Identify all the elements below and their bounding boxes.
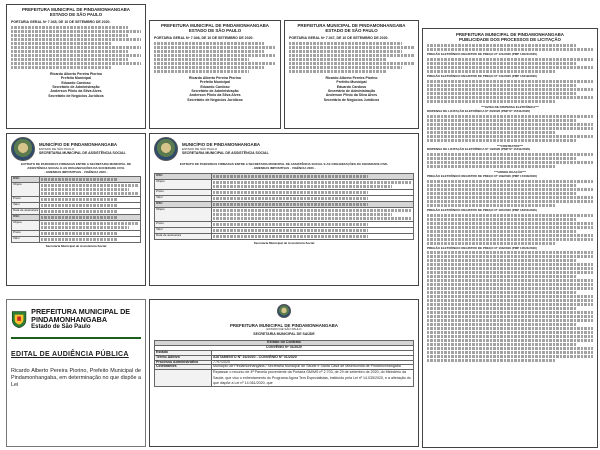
licitacao-item: DISPENSA DE LICITAÇÃO ELETRÔNICA Nº 20/2020 (PMP Nº 15511/2020) — [427, 108, 531, 113]
row-label: OSC — [155, 201, 212, 207]
licitacao-header: PREFEITURA MUNICIPAL DE PINDAMONHANGABA — [456, 32, 564, 37]
row-value: 7797/2020 — [211, 360, 413, 365]
row-label: Prazo — [12, 231, 40, 237]
licitacao-item: PREGÃO ELETRÔNICO REGISTRO DE PREÇO Nº 121/2020 (PMP 13021/2020) — [427, 52, 537, 57]
row-label: Valor — [155, 227, 212, 233]
partnership-table — [154, 173, 414, 240]
row-label: OSC — [12, 177, 40, 183]
signature-name: Eduardo Cardoso — [336, 84, 367, 89]
licitacao-section-heading: ***AVISO DE DISPENSA ELETRÔNICA*** — [481, 105, 539, 109]
row-label: OSC — [155, 173, 212, 179]
signature-name: Anderson Plínio da Silva Alves — [189, 93, 241, 98]
notice-header-line: PREFEITURA MUNICIPAL DE PINDAMONHANGABA — [297, 23, 406, 28]
row-label: Objeto — [12, 183, 40, 197]
portaria-notice-2 — [149, 20, 281, 129]
notice-header-line: PREFEITURA MUNICIPAL DE PINDAMONHANGABA — [22, 7, 130, 12]
prefeitura-state: Estado de São Paulo — [31, 324, 91, 330]
notice-header-line: ESTADO DE SÃO PAULO — [325, 28, 378, 34]
contract-table — [154, 340, 414, 387]
signature-block — [285, 76, 418, 102]
notice-header-line: MUNICÍPIO DE PINDAMONHANGABA — [182, 142, 261, 148]
signature-role: Prefeito Municipal — [60, 76, 92, 81]
edital-body: Ricardo Alberto Pereira Piorino, Prefeito Municipal de Pindamonhangaba, em determinação no que dispõe a Lei — [11, 368, 141, 389]
signature-role: Secretário de Negócios Jurídicos — [323, 97, 380, 102]
signature-name: Ricardo Alberto Pereira Piorino — [50, 71, 102, 76]
extract-subtitle: - EMENDAS IMPOSITIVAS - VIGÊNCIA 2020 - — [44, 169, 108, 174]
signature-role: Secretário de Negócios Jurídicos — [187, 97, 243, 102]
row-label: Prazo — [155, 189, 212, 195]
row-value: Repassar o recurso de 4ª Parcela proveniente da Portaria GM/MS nº 2.703, de 29 de setembro de 2020, do Ministério da Saúde, que viso o enfrentamento do Programa Agora Tem Especialistas, instituído pela Lei nº 14.035/2020, e a alteração do que dispõe a Lei nº 14.061/2020, que — [211, 370, 413, 387]
signature-name: Ricardo Alberto Pereira Piorino — [325, 75, 378, 80]
row-label: OSC — [12, 215, 40, 221]
social-notice-2 — [149, 133, 419, 286]
signature-name: Anderson Plínio da Silva Alves — [50, 89, 102, 94]
notice-header-line: ESTADO DE SÃO PAULO — [182, 146, 218, 151]
signature-role: Secretário de Administração — [191, 89, 239, 94]
municipal-crest-icon — [11, 137, 35, 161]
saude-header-line: SECRETARIA MUNICIPAL DE SAÚDE — [253, 332, 315, 336]
row-label: Valor — [12, 237, 40, 243]
notice-header-line: SECRETARIA MUNICIPAL DE ASSISTÊNCIA SOCIAL — [182, 151, 269, 156]
row-label: Objeto — [155, 179, 212, 189]
signature-role: Prefeito Municipal — [199, 80, 231, 85]
notice-header-line: MUNICÍPIO DE PINDAMONHANGABA — [39, 142, 118, 148]
row-label: Prazo — [12, 197, 40, 203]
row-label: Valor — [12, 203, 40, 209]
signature-role: Secretário de Administração — [52, 85, 100, 90]
extract-footer: Secretaria Municipal de Assistência Social — [253, 240, 315, 245]
row-label: Objeto — [155, 207, 212, 221]
portaria-notice-1 — [6, 4, 146, 129]
notice-header-line: ESTADO DE SÃO PAULO — [39, 146, 75, 151]
portaria-number: PORTARIA GERAL Nº 7.045, DE 10 DE SETEMBRO DE 2020. — [11, 20, 111, 25]
row-label: Processo Administrativo — [155, 360, 212, 365]
signature-name: Eduardo Cardoso — [200, 84, 230, 89]
licitacao-item: PREGÃO ELETRÔNICO REGISTRO DE PREÇO Nº 169/2020 (PMP 17333/2020) — [427, 173, 537, 178]
notice-header-line: ESTADO DE SÃO PAULO — [188, 28, 242, 34]
licitacao-item: PREGÃO ELETRÔNICO REGISTRO DE PREÇO Nº 131/2020 (PMP 15319/2020) — [427, 74, 537, 79]
signature-role: Secretário de Administração — [327, 89, 376, 94]
edital-title: EDITAL DE AUDIÊNCIA PÚBLICA — [11, 351, 129, 358]
city-coat-of-arms-icon — [11, 304, 27, 334]
signature-block — [150, 76, 280, 102]
row-label: Valor — [155, 195, 212, 201]
row-label: Data de assinatura — [155, 233, 212, 239]
licitacao-item: PREGÃO ELETRÔNICO REGISTRO DE PREÇO Nº 163/2020 (PMP 13521/2020) — [427, 245, 537, 250]
extract-title: EXTRATO DE PARCERIAS FIRMADAS ENTRE A SECRETARIA MUNICIPAL DE ASSISTÊNCIA SOCIAL E AS ORGANIZAÇÕES DA SOCIEDADE CIVIL — [20, 162, 131, 170]
signature-role: Secretário de Negócios Jurídicos — [48, 93, 104, 98]
header-rule — [11, 337, 141, 339]
row-label: Celebrantes — [155, 365, 212, 370]
signature-name: Eduardo Cardoso — [61, 80, 91, 85]
row-label: Estado — [155, 351, 212, 356]
signature-role: Prefeito Municipal — [336, 80, 367, 85]
partnership-table — [11, 176, 141, 243]
notice-header-line: PREFEITURA MUNICIPAL DE PINDAMONHANGABA — [161, 23, 269, 28]
portaria-notice-3 — [284, 20, 419, 129]
saude-header-line: ESTADO DE SÃO PAULO — [266, 327, 302, 332]
row-label: Termo Aditivo — [155, 355, 212, 360]
row-label: Prazo — [155, 221, 212, 227]
municipal-crest-icon — [277, 304, 291, 318]
extract-footer: Secretaria Municipal de Assistência Social — [45, 244, 107, 249]
licitacao-item: DISPENSA DE LICITAÇÃO ELETRÔNICA Nº 13/2020 (PMP Nº 15311/2020) — [427, 147, 531, 152]
licitacao-section-heading: ***HOMOLOGAÇÃO*** — [494, 170, 526, 175]
row-label: Objeto — [12, 221, 40, 231]
extract-title: Extrato do Contrato — [155, 341, 414, 346]
portaria-number: PORTARIA GERAL Nº 7.046, DE 10 DE SETEMBRO DE 2020. — [154, 36, 254, 41]
prefeitura-name: PREFEITURA MUNICIPAL DE PINDAMONHANGABA — [31, 307, 131, 324]
signature-block — [7, 72, 145, 98]
notice-header-line: SECRETARIA MUNICIPAL DE ASSISTÊNCIA SOCIAL — [39, 151, 126, 156]
extract-title: EXTRATO DE PARCERIAS FIRMADAS ENTRE A SECRETARIA MUNICIPAL DE ASSISTÊNCIA SOCIAL E AS ORGANIZAÇÕES DA SOCIEDADE CIVIL — [179, 162, 389, 166]
row-value: Município de Pindamonhangaba / Secretaria Municipal de Saúde e Santa Casa de Misericórdia de Pindamonhangaba — [211, 365, 413, 370]
licitacao-subheader: PUBLICIDADE DOS PROCESSOS DE LICITAÇÃO — [459, 37, 561, 43]
municipal-crest-icon — [154, 137, 178, 161]
licitacao-column — [422, 28, 598, 448]
row-label: Data de assinatura — [12, 209, 40, 215]
licitacao-section-heading: ***CONTRATOS*** — [497, 143, 523, 148]
saude-notice — [149, 299, 419, 447]
social-notice-1 — [6, 133, 146, 286]
signature-name: Ricardo Alberto Pereira Piorino — [189, 75, 241, 80]
row-value: ADITAMENTO Nº 16/2020 - CONVÊNIO Nº 01/2020 — [211, 355, 413, 360]
convenio-number: CONVÊNIO Nº 01/2020 — [155, 346, 414, 351]
portaria-number: PORTARIA GERAL Nº 7.047, DE 10 DE SETEMBRO DE 2020. — [289, 36, 389, 41]
extract-subtitle: - EMENDAS IMPOSITIVAS - VIGÊNCIA 2020 - — [252, 165, 316, 170]
edital-notice — [6, 299, 146, 447]
notice-header-line: ESTADO DE SÃO PAULO — [49, 12, 103, 18]
licitacao-item: PREGÃO ELETRÔNICO REGISTRO DE PREÇO Nº 187/2020 (PMP 18451/2020) — [427, 207, 537, 212]
signature-name: Anderson Plínio da Silva Alves — [325, 93, 378, 98]
saude-header-line: PREFEITURA MUNICIPAL DE PINDAMONHANGABA — [230, 323, 338, 328]
